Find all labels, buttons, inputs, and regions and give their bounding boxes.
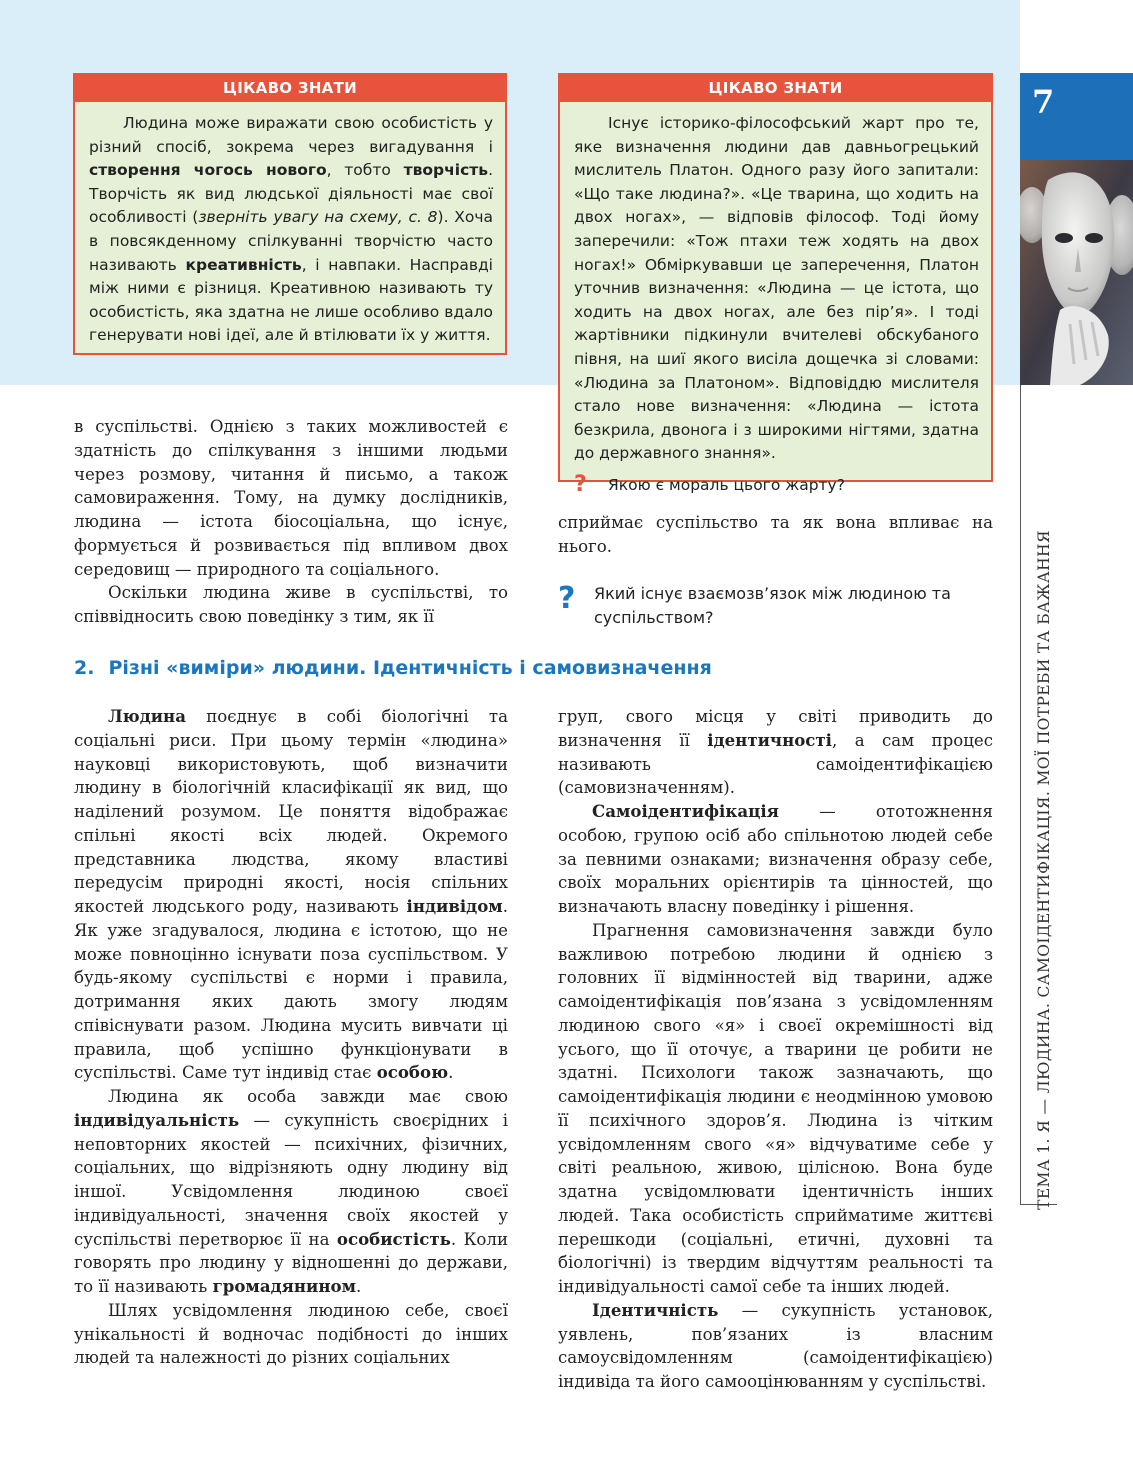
interesting-fact-box-creativity	[73, 73, 507, 355]
paragraph: сприймає суспільство та як вона впливає на нього.	[558, 513, 993, 556]
text-run: . Як уже згадувалося, людина є істотою, що не може повноцінно існувати поза суспільством. У будь-якому суспільстві є норми і правила, дотримання яких дають змогу людям співіснувати разом. Людина мусить вивчати ці правила, щоб успішно функціонувати в суспільстві. Саме тут індивід стає	[74, 897, 508, 1083]
text-run: груп, свого місця у світі приводить до визначення її	[558, 707, 993, 750]
right-column-section-text	[558, 705, 993, 1394]
page-number: 7	[1032, 83, 1055, 121]
left-column-top-text	[74, 415, 508, 629]
paragraph: Оскільки людина живе в суспільстві, то співвідносить свою поведінку з тим, як її	[74, 583, 508, 626]
bold-term: Ідентичність	[592, 1299, 719, 1320]
box-paragraph	[89, 112, 493, 348]
text-run: поєднує в собі біологічні та соціальні риси. При цьому термін «людина» науковці використовують, щоб визначити людину в біологічній класифікації як вид, що наділений розумом. Це поняття відображає спільні якості всіх людей. Окремого представника людства, якому властиві передусім природні якості, носія спільних якостей людського роду, називають	[74, 707, 508, 916]
text-run: . Творчість як вид людської діяльності має свої особливості (	[89, 161, 493, 227]
paragraph	[558, 800, 993, 919]
text-run: . Коли говорять про людину у відношенні до держави, то її називають	[74, 1229, 508, 1296]
box-text	[75, 102, 505, 360]
interesting-fact-box-plato	[558, 73, 993, 497]
running-title-text: ТЕМА 1. Я — ЛЮДИНА. САМОІДЕНТИФІКАЦІЯ. МОЇ ПОТРЕБИ ТА БАЖАННЯ	[1035, 530, 1053, 1210]
margin-rule	[1020, 385, 1021, 1205]
text-run: — ототожнення особою, групою осіб або спільнотою людей себе за певними ознаками; визначення образу себе, своїх моральних орієнтирів та цінностей, що визначають власну поведінку і рішення.	[558, 802, 993, 916]
discussion-question-text: Який існує взаємозв’язок між людиною та суспільством?	[594, 584, 951, 627]
question-mark-icon: ?	[574, 471, 587, 497]
bold-term: творчість	[403, 161, 489, 180]
bold-term: креативність	[185, 255, 302, 274]
italic-reference: зверніть увагу на схему, с. 8	[198, 208, 438, 227]
text-run: , тобто	[326, 161, 404, 180]
masks-photo	[1020, 160, 1133, 385]
text-run: Людина може виражати свою особистість у різний спосіб, зокрема через вигадування і	[89, 114, 493, 156]
discussion-question	[558, 582, 998, 630]
paragraph	[558, 705, 993, 800]
paragraph	[74, 1085, 508, 1299]
box-question-text: Якою є мораль цього жарту?	[608, 475, 845, 494]
section-heading	[74, 657, 712, 679]
bold-term: індивідуальність	[74, 1109, 240, 1130]
paragraph	[558, 1299, 993, 1394]
masks-illustration	[1020, 160, 1133, 385]
paragraph	[74, 705, 508, 1085]
text-run: ). Хоча в повсякденному спілкуванні творчістю часто називають	[89, 208, 493, 274]
text-run: , і навпаки. Насправді між ними є різниця. Креативною називають ту особистість, яка здатна не лише особливо вдало генерувати нові ідеї, але й втілювати їх у життя.	[89, 255, 493, 345]
text-run: .	[448, 1063, 454, 1083]
section-number: 2.	[74, 657, 95, 679]
right-column-continuation	[558, 511, 993, 559]
bold-term: Самоідентифікація	[592, 801, 779, 821]
box-question	[574, 471, 979, 497]
question-mark-icon: ?	[558, 581, 576, 616]
page-number-tab	[1020, 73, 1133, 160]
box-paragraph: Існує історико-філософський жарт про те, яке визначення людини дав давньогрецький мислитель Платон. Одного разу його запитали: «Що таке людина?». «Це тварина, що ходить на двох ногах», — відповів філософ. Тоді йому заперечили: «Тож птахи теж ходять на двох ногах!» Обміркувавши це заперечення, Платон уточнив визначення: «Людина — це істота, що ходить на двох ногах, але без пір’я». І тоді жартівники підкинули вчителеві обскубаного півня, на шиї якого висіла дощечка зі словами: «Людина за Платоном». Відповіддю мислителя стало нове визначення: «Людина — істота безкрила, двонога і з широкими нігтями, здатна до державного знання».	[574, 114, 979, 463]
text-run: — сукупність установок, уявлень, пов’язаних із власним самоусвідомленням (самоідентифікацією) індивіда та його самооцінюванням у суспільстві.	[558, 1300, 993, 1391]
box-text	[560, 102, 991, 508]
bold-term: особистість	[336, 1228, 451, 1249]
left-column-section-text	[74, 705, 508, 1370]
paragraph: Прагнення самовизначення завжди було важливою потребою людини й однією з головних її відмінностей від тварини, адже самоідентифікація пов’язана з усвідомленням людиною свого «я» і своєї окремішності від усього, що її оточує, а тварини це робити не здатні. Психологи також зазначають, що самоідентифікація людини є неодмінною умовою її психічного здоров’я. Людина із чітким усвідомленням свого «я» відчуватиме себе у світі реальною, живою, цілісною. Вона буде здатна усвідомлювати ідентичність інших людей. Така особистість сприйматиме життєві перешкоди (соціальні, етичні, духовні та біологічні) із твердим відчуттям реальності та індивідуальності самої себе та інших людей.	[558, 920, 993, 1296]
paragraph: Шлях усвідомлення людиною себе, своєї унікальності й водночас подібності до інших людей та належності до різних соціальних	[74, 1300, 508, 1368]
paragraph: в суспільстві. Однією з таких можливостей є здатність до спілкування з іншими людьми через розмову, читання й письмо, а також самовираження. Тому, на думку дослідників, людина — істота біосоціальна, що існує, формується й розвивається під впливом двох середовищ — природного та соціального.	[74, 417, 508, 579]
bold-term: ідентичності	[707, 729, 832, 750]
bold-term: громадянином	[212, 1276, 356, 1296]
text-run: — сукупність своєрідних і неповторних якостей — психічних, фізичних, соціальних, що відрізняють одну людину від іншої. Усвідомлення людиною своєї індивідуальності, значення своїх якостей у суспільстві перетворює її на	[74, 1110, 508, 1249]
text-run: Людина як особа завжди має свою	[108, 1087, 508, 1106]
section-title-text: Різні «виміри» людини. Ідентичність і самовизначення	[108, 657, 712, 679]
text-run: .	[355, 1277, 362, 1296]
bold-term: індивідом	[406, 896, 503, 916]
bold-term: особою	[376, 1062, 449, 1083]
text-run: , а сам процес називають самоідентифікацією (самовизначенням).	[558, 730, 993, 798]
box-header: ЦІКАВО ЗНАТИ	[75, 75, 505, 102]
box-header: ЦІКАВО ЗНАТИ	[560, 75, 991, 102]
bold-term: створення чогось нового	[89, 161, 327, 180]
bold-term: Людина	[108, 706, 186, 726]
